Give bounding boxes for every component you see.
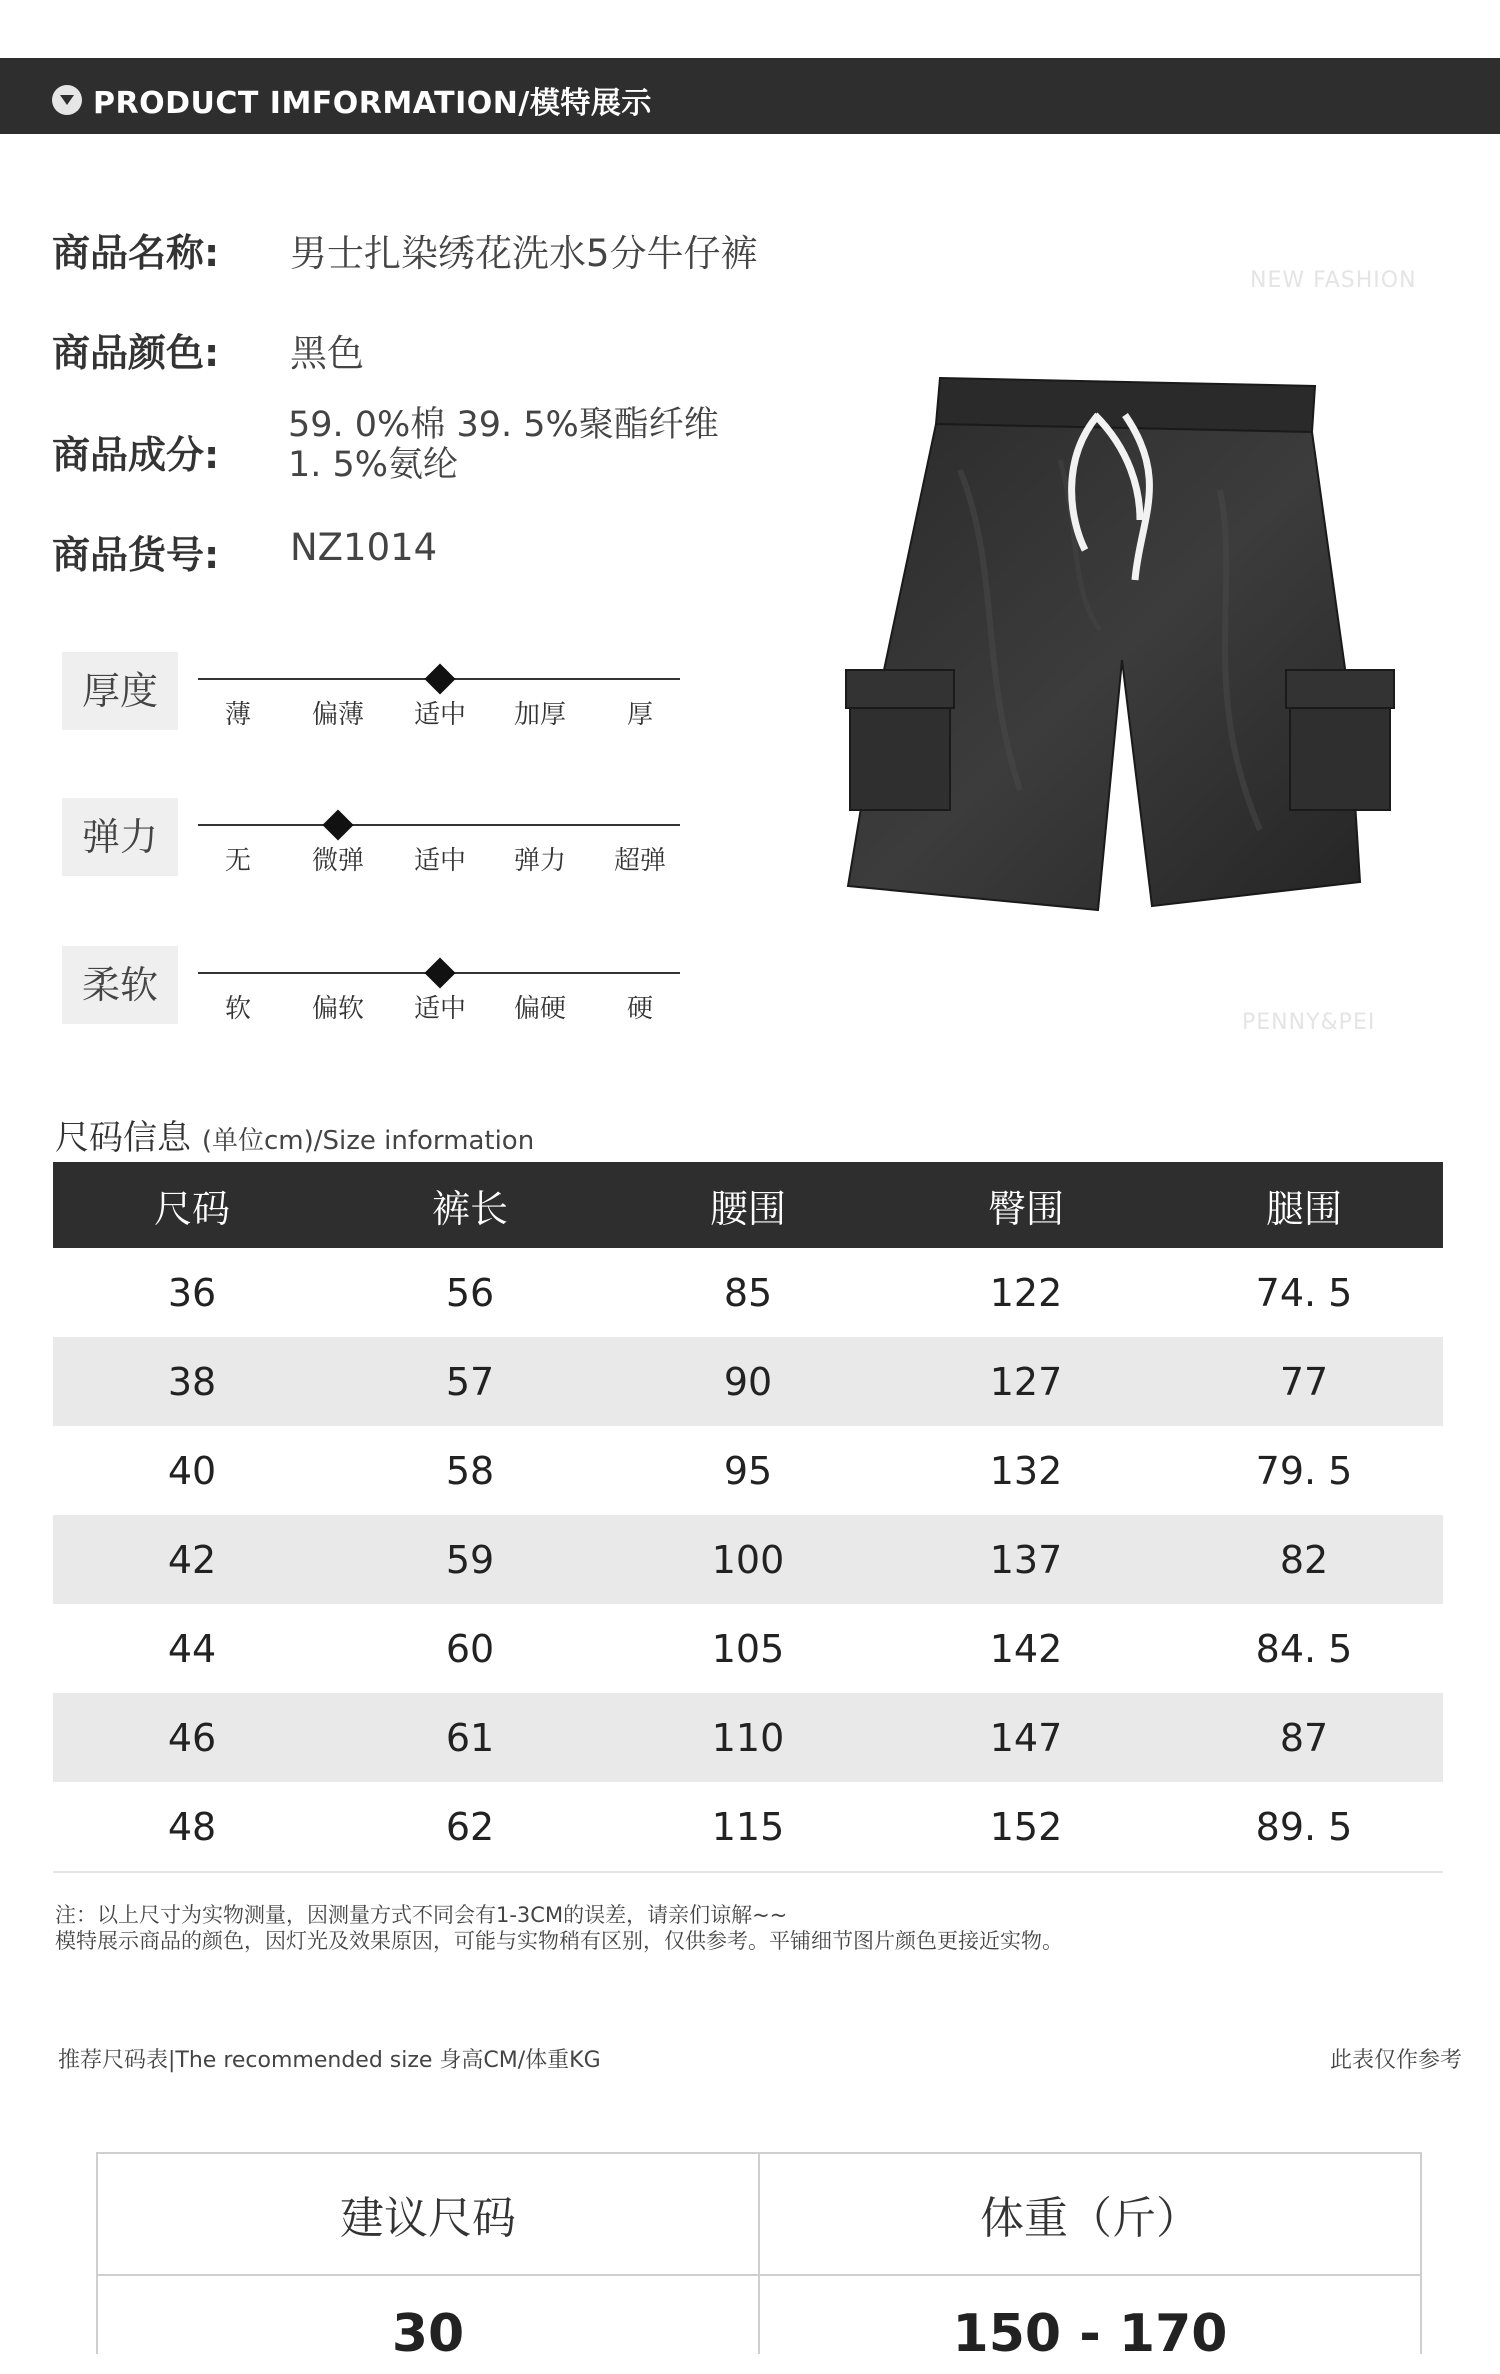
scale-marker: [424, 957, 455, 988]
table-cell: 147: [989, 1715, 1063, 1760]
table-cell: 58: [445, 1448, 495, 1493]
section-title: PRODUCT IMFORMATION/模特展示: [93, 86, 652, 121]
table-cell: 89. 5: [1255, 1804, 1353, 1849]
table-cell: 60: [445, 1626, 495, 1671]
scale-track: [198, 824, 680, 826]
scale-marker: [424, 663, 455, 694]
table-cell: 115: [711, 1804, 785, 1849]
scale-label: 厚度: [62, 652, 178, 730]
watermark-bottom: PENNY&PEI: [1242, 1010, 1376, 1035]
table-cell: 44: [167, 1626, 217, 1671]
column-header-size: 尺码: [153, 1186, 230, 1231]
table-cell: 61: [445, 1715, 495, 1760]
product-name-value: 男士扎染绣花洗水5分牛仔裤: [290, 232, 758, 275]
table-cell: 40: [167, 1448, 217, 1493]
table-cell: 48: [167, 1804, 217, 1849]
product-material-value-2: 1. 5%氨纶: [288, 445, 459, 485]
scale-label: 弹力: [62, 798, 178, 876]
size-table: [53, 1162, 1443, 1873]
recommend-column-weight: 体重（斤）: [980, 2193, 1200, 2244]
size-info-heading-sub: (单位cm)/Size information: [201, 1126, 535, 1156]
scale-tick-label: 微弹: [311, 846, 364, 876]
table-row: [53, 1604, 1443, 1693]
recommend-column-size: 建议尺码: [340, 2193, 516, 2244]
table-cell: 59: [445, 1537, 495, 1582]
recommend-cell-weight: 150 - 170: [952, 2304, 1228, 2364]
product-name-label: 商品名称:: [52, 231, 220, 275]
table-cell: 152: [989, 1804, 1063, 1849]
product-material-label: 商品成分:: [52, 433, 220, 477]
table-divider: [53, 1871, 1443, 1873]
column-header-waist: 腰围: [709, 1186, 786, 1231]
scale-tick-label: 加厚: [513, 700, 566, 730]
scale-tick-label: 硬: [626, 994, 653, 1024]
product-sku-value: NZ1014: [290, 526, 438, 569]
note-line-2: 模特展示商品的颜色，因灯光及效果原因，可能与实物稍有区别，仅供参考。平铺细节图片颜色更接近实物。: [55, 1929, 1063, 1953]
table-row: [53, 1515, 1443, 1604]
table-cell: 74. 5: [1255, 1270, 1353, 1315]
column-header-length: 裤长: [431, 1186, 508, 1231]
table-cell: 110: [711, 1715, 785, 1760]
scale-tick-label: 弹力: [513, 846, 566, 876]
size-table-header: [53, 1162, 1443, 1248]
table-row: [53, 1337, 1443, 1426]
table-cell: 95: [723, 1448, 773, 1493]
scale-tick-label: 厚: [626, 700, 653, 730]
table-cell: 127: [989, 1359, 1063, 1404]
scale-tick-label: 软: [224, 994, 251, 1024]
scale-tick-label: 超弹: [613, 846, 666, 876]
recommend-table: [96, 2152, 1422, 2364]
table-cell: 85: [723, 1270, 773, 1315]
scale-tick-label: 偏软: [311, 994, 364, 1024]
scale-tick-label: 薄: [224, 700, 251, 730]
scale-tick-label: 适中: [413, 994, 466, 1024]
table-cell: 132: [989, 1448, 1063, 1493]
note-line-1: 注：以上尺寸为实物测量，因测量方式不同会有1-3CM的误差，请亲们谅解~~: [55, 1903, 788, 1927]
recommend-cell-size: 30: [391, 2304, 465, 2364]
recommend-heading: 推荐尺码表|The recommended size 身高CM/体重KG: [58, 2048, 601, 2073]
table-cell: 56: [445, 1270, 495, 1315]
section-header: [0, 58, 1500, 134]
table-cell: 84. 5: [1255, 1626, 1353, 1671]
product-image-shorts: [840, 370, 1400, 930]
table-row: [53, 1693, 1443, 1782]
product-sku-label: 商品货号:: [52, 533, 220, 577]
table-row: [53, 1248, 1443, 1337]
scale-marker: [322, 809, 353, 840]
scale-tick-label: 适中: [413, 846, 466, 876]
scale-label: 柔软: [62, 946, 178, 1024]
table-cell: 142: [989, 1626, 1063, 1671]
product-color-value: 黑色: [290, 332, 364, 375]
table-cell: 90: [723, 1359, 773, 1404]
table-divider: [98, 2274, 1420, 2276]
scale-tick-label: 适中: [413, 700, 466, 730]
scale-tick-label: 无: [224, 846, 251, 876]
table-cell: 62: [445, 1804, 495, 1849]
table-cell: 36: [167, 1270, 217, 1315]
scale-tick-label: 偏薄: [311, 700, 364, 730]
table-cell: 122: [989, 1270, 1063, 1315]
table-cell: 38: [167, 1359, 217, 1404]
table-cell: 87: [1279, 1715, 1329, 1760]
table-row: [53, 1426, 1443, 1515]
table-cell: 105: [711, 1626, 785, 1671]
chevron-down-icon: [52, 85, 82, 115]
table-cell: 137: [989, 1537, 1063, 1582]
scale-tick-label: 偏硬: [513, 994, 566, 1024]
table-cell: 42: [167, 1537, 217, 1582]
column-header-hip: 臀围: [987, 1186, 1064, 1231]
table-cell: 57: [445, 1359, 495, 1404]
size-info-heading-main: 尺码信息: [55, 1118, 191, 1158]
table-cell: 46: [167, 1715, 217, 1760]
column-header-thigh: 腿围: [1265, 1186, 1342, 1231]
table-cell: 77: [1279, 1359, 1329, 1404]
table-cell: 79. 5: [1255, 1448, 1353, 1493]
watermark-top: NEW FASHION: [1250, 268, 1417, 293]
size-info-heading: [55, 1110, 534, 1159]
table-cell: 82: [1279, 1537, 1329, 1582]
table-cell: 100: [711, 1537, 785, 1582]
product-color-label: 商品颜色:: [52, 331, 220, 375]
product-material-value-1: 59. 0%棉 39. 5%聚酯纤维: [288, 405, 719, 445]
table-row: [53, 1782, 1443, 1871]
recommend-disclaimer: 此表仅作参考: [1329, 2048, 1462, 2073]
